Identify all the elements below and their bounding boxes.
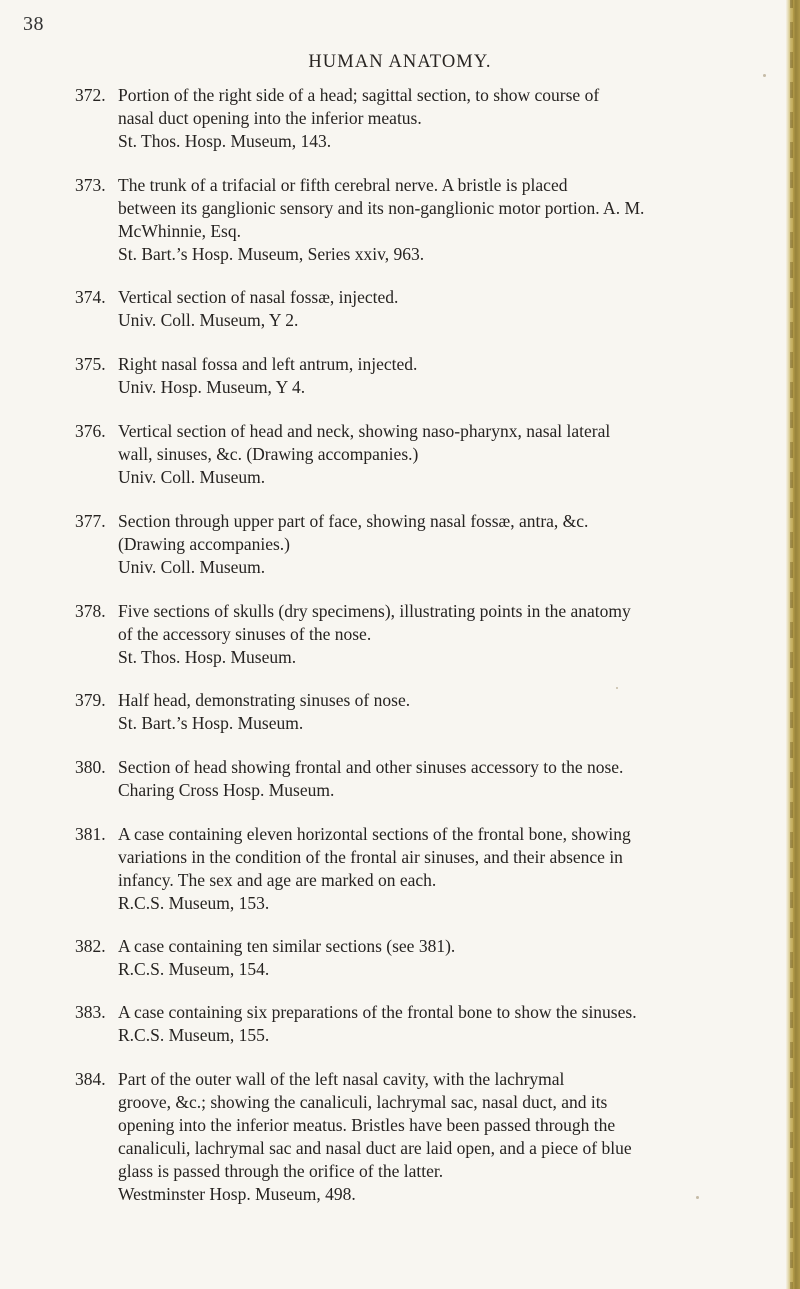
entry-source: St. Bart.’s Hosp. Museum.: [118, 713, 304, 733]
description-line: of the accessory sinuses of the nose.: [118, 624, 372, 644]
entry-description: [118, 84, 758, 153]
description-line: McWhinnie, Esq.: [118, 221, 241, 241]
description-line: Half head, demonstrating sinuses of nose.: [118, 690, 411, 710]
description-line: groove, &c.; showing the canaliculi, lachrymal sac, nasal duct, and its: [118, 1092, 608, 1112]
entry-description: [118, 1001, 758, 1047]
entry-source: R.C.S. Museum, 154.: [118, 959, 270, 979]
running-head: HUMAN ANATOMY.: [308, 52, 492, 72]
description-line: The trunk of a trifacial or fifth cerebral nerve. A bristle is placed: [118, 175, 568, 195]
description-line: Section through upper part of face, showing nasal fossæ, antra, &c.: [118, 511, 589, 531]
entry-description: [118, 600, 758, 669]
entry-number: 380.: [75, 757, 106, 777]
description-line: Part of the outer wall of the left nasal cavity, with the lachrymal: [118, 1069, 565, 1089]
description-line: Right nasal fossa and left antrum, injected.: [118, 354, 418, 374]
paper-speck: [616, 687, 618, 689]
description-line: Five sections of skulls (dry specimens), illustrating points in the anatomy: [118, 601, 631, 621]
entry-source: Univ. Hosp. Museum, Y 4.: [118, 377, 306, 397]
entry-source: St. Thos. Hosp. Museum.: [118, 647, 297, 667]
entry-description: [118, 174, 758, 266]
entry-number: 372.: [75, 85, 106, 105]
entry-number: 379.: [75, 690, 106, 710]
description-line: variations in the condition of the frontal air sinuses, and their absence in: [118, 847, 623, 867]
entry-source: Westminster Hosp. Museum, 498.: [118, 1184, 356, 1204]
entry-number: 383.: [75, 1002, 106, 1022]
description-line: wall, sinuses, &c. (Drawing accompanies.): [118, 444, 419, 464]
description-line: A case containing six preparations of the frontal bone to show the sinuses.: [118, 1002, 637, 1022]
entry-source: St. Thos. Hosp. Museum, 143.: [118, 131, 332, 151]
entry-number: 381.: [75, 824, 106, 844]
entry-source: Charing Cross Hosp. Museum.: [118, 780, 335, 800]
description-line: A case containing eleven horizontal sections of the frontal bone, showing: [118, 824, 631, 844]
entry-source: R.C.S. Museum, 155.: [118, 1025, 270, 1045]
entry-source: Univ. Coll. Museum, Y 2.: [118, 310, 299, 330]
entry-description: [118, 286, 758, 332]
entry-number: 378.: [75, 601, 106, 621]
description-line: nasal duct opening into the inferior meatus.: [118, 108, 422, 128]
description-line: infancy. The sex and age are marked on each.: [118, 870, 437, 890]
entry-source: Univ. Coll. Museum.: [118, 467, 266, 487]
entry-number: 373.: [75, 175, 106, 195]
entry-number: 384.: [75, 1069, 106, 1089]
entry-description: [118, 510, 758, 579]
description-line: Section of head showing frontal and other sinuses accessory to the nose.: [118, 757, 624, 777]
paper-speck: [696, 1196, 699, 1199]
description-line: Vertical section of nasal fossæ, injected.: [118, 287, 399, 307]
description-line: opening into the inferior meatus. Bristles have been passed through the: [118, 1115, 616, 1135]
entry-description: [118, 1068, 758, 1206]
description-line: A case containing ten similar sections (see 381).: [118, 936, 456, 956]
entry-source: St. Bart.’s Hosp. Museum, Series xxiv, 963.: [118, 244, 425, 264]
entry-description: [118, 689, 758, 735]
entry-description: [118, 353, 758, 399]
description-line: (Drawing accompanies.): [118, 534, 291, 554]
description-line: glass is passed through the orifice of the latter.: [118, 1161, 444, 1181]
entry-number: 382.: [75, 936, 106, 956]
entry-number: 376.: [75, 421, 106, 441]
entry-description: [118, 756, 758, 802]
description-line: Vertical section of head and neck, showing naso-pharynx, nasal lateral: [118, 421, 611, 441]
description-line: canaliculi, lachrymal sac and nasal duct are laid open, and a piece of blue: [118, 1138, 632, 1158]
entry-number: 375.: [75, 354, 106, 374]
paper-speck: [763, 74, 766, 77]
entry-description: [118, 420, 758, 489]
entry-description: [118, 823, 758, 915]
description-line: Portion of the right side of a head; sagittal section, to show course of: [118, 85, 600, 105]
entry-source: Univ. Coll. Museum.: [118, 557, 266, 577]
entry-source: R.C.S. Museum, 153.: [118, 893, 270, 913]
entry-description: [118, 935, 758, 981]
entry-number: 374.: [75, 287, 106, 307]
description-line: between its ganglionic sensory and its non-ganglionic motor portion. A. M.: [118, 198, 645, 218]
entry-number: 377.: [75, 511, 106, 531]
page-number: 38: [23, 13, 44, 35]
